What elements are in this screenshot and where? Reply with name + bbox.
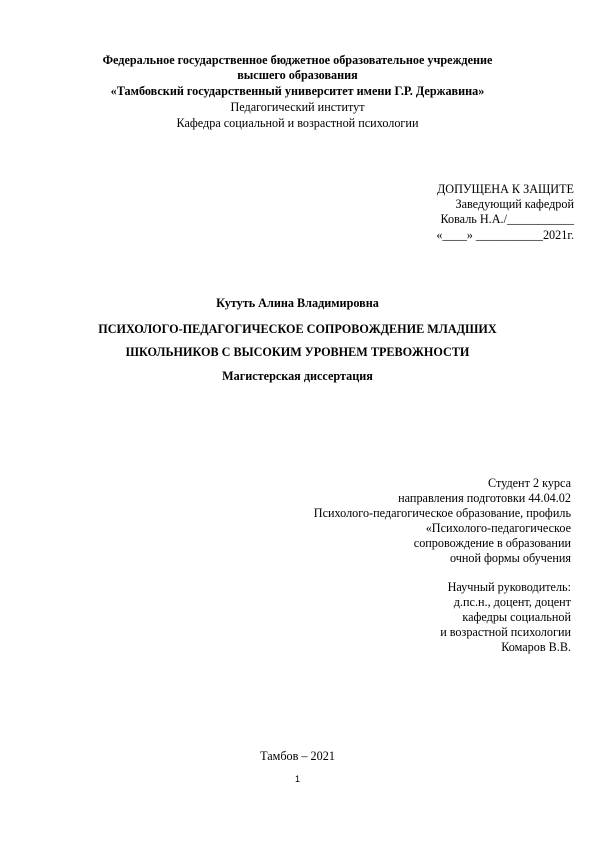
institute-name: Педагогический институт	[230, 100, 365, 114]
supervisor-line-4: и возрастной психологии	[440, 625, 571, 639]
header-line-2: высшего образования	[237, 68, 358, 82]
student-line-4: «Психолого-педагогическое	[425, 521, 571, 535]
approval-block	[254, 182, 574, 243]
student-line-5: сопровождение в образовании	[413, 536, 571, 550]
header-line-3: «Тамбовский государственный университет имени Г.Р. Державина»	[110, 84, 485, 98]
department-name: Кафедра социальной и возрастной психологии	[176, 116, 419, 130]
thesis-title-line-2: ШКОЛЬНИКОВ С ВЫСОКИМ УРОВНЕМ ТРЕВОЖНОСТИ	[125, 345, 470, 359]
author-name: Кутуть Алина Владимировна	[216, 296, 379, 310]
header-line-1: Федеральное государственное бюджетное образовательное учреждение	[102, 53, 493, 67]
student-line-3: Психолого-педагогическое образование, профиль	[313, 506, 571, 520]
page-number: 1	[294, 774, 300, 784]
student-line-2: направления подготовки 44.04.02	[398, 491, 571, 505]
thesis-title-line-1: ПСИХОЛОГО-ПЕДАГОГИЧЕСКОЕ СОПРОВОЖДЕНИЕ МЛАДШИХ	[98, 322, 497, 336]
supervisor-line-3: кафедры социальной	[462, 610, 571, 624]
supervisor-line-5: Комаров В.В.	[501, 640, 571, 654]
approval-line-1: ДОПУЩЕНА К ЗАЩИТЕ	[436, 182, 574, 196]
supervisor-line-1: Научный руководитель:	[447, 580, 571, 594]
approval-line-4: «____» ___________2021г.	[436, 228, 574, 242]
approval-line-3: Коваль Н.А./___________	[440, 212, 574, 226]
supervisor-line-2: д.пс.н., доцент, доцент	[453, 595, 571, 609]
city-year: Тамбов – 2021	[260, 749, 335, 763]
approval-line-2: Заведующий кафедрой	[455, 197, 574, 211]
student-block	[251, 476, 571, 655]
student-line-1: Студент 2 курса	[487, 476, 571, 490]
work-type: Магистерская диссертация	[222, 369, 373, 383]
student-line-6: очной формы обучения	[449, 551, 571, 565]
spacer	[251, 566, 571, 580]
